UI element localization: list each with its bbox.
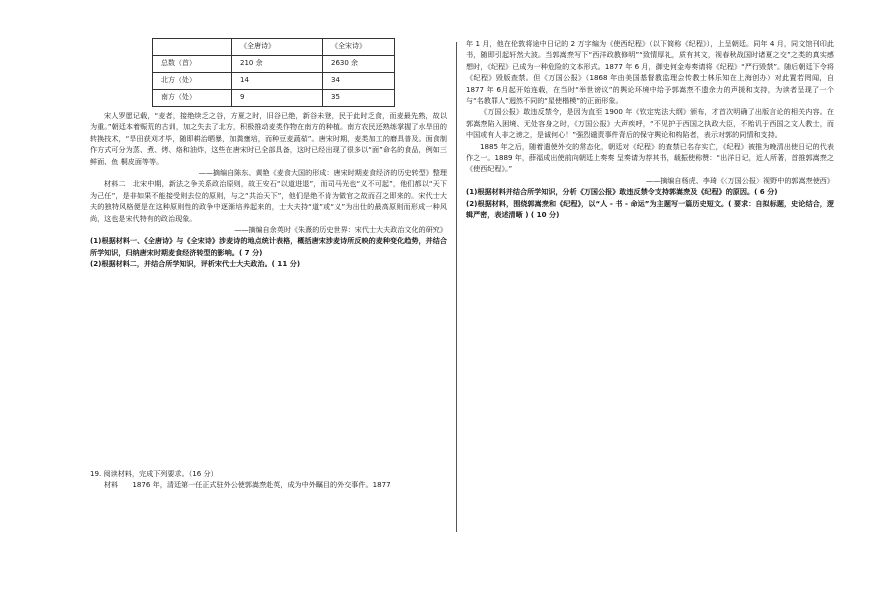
table-cell: 2630 余 — [323, 56, 395, 73]
table-cell: 《全宋诗》 — [323, 39, 395, 56]
table-cell: 9 — [232, 90, 323, 107]
material-source: ——摘编自杨虎、李琦《〈万国公报〉视野中的郭嵩焘使西》 — [646, 175, 834, 185]
poem-statistics-table — [152, 38, 395, 107]
material-two-paragraph: 材料二 北宋中期，新法之争关系政治原则，故王安石“以道进退”，而司马光也“义不可起”，他们都以“天下为己任”，是非如果不能接受则去位的原则，与之“共治天下”，他们是绝不肯为做官之故而召之即来的。宋代士大夫的独特风格便是在这种原则性的政争中逐渐培养起来的，士大夫持“道”或“义”为出仕的最高原则而形成一种风尚，这也是宋代特有的政治现象。 — [90, 179, 447, 223]
table-cell: 北方（处） — [153, 73, 232, 90]
table-cell: 南方（处） — [153, 90, 232, 107]
table-cell: 总数（首） — [153, 56, 232, 73]
material-paragraph-1: 年 1 月，他在伦敦将途中日记的 2 万字编为《使西纪程》（以下简称《纪程》），上呈朝廷。同年 4 月，同文馆刊印此书，随即引起轩然大波。当郭嵩焘写下“西洋政教修明”“致情厚礼，质有其文，视春秋战国时诸夏之交”之类的真实感想时，《纪程》已成为一种危险的文本形式。1877 年 6 月，御史何金寿奏请将《纪程》“严行毁禁”。随后朝廷下令将《纪程》毁版查禁。但《万国公报》（1868 年由美国基督教监理会传教士林乐知在上海创办）对此置若罔闻，自 1877 年 6月起开始连载，在当时“举世谤议”的舆论环境中给予郭嵩焘不遗余力的声援和支持，为读者呈现了一个与“名教罪人”迥然不同的“星使楷模”的正面形象。 — [466, 39, 834, 106]
material-two-source: ——摘编自余英时《朱熹的历史世界：宋代士大夫政治文化的研究》 — [234, 225, 447, 235]
left-column — [90, 38, 447, 491]
material-one-source: ——摘编自陈东、黄艳《麦食大国的形成：唐宋时期麦食经济的历史转型》整理 — [198, 168, 447, 178]
table-row — [153, 56, 395, 73]
material-one-paragraph: 宋人罗愿记载，“麦者，接绝续乏之谷，方夏之时，旧谷已绝，新谷未登，民于此时乏食，而麦最先熟，故以为重。”朝廷本着赈荒的古训，加之失去了北方，积极推动麦类作物在南方的种植。南方农民还熟练掌握了水旱田的转换技术，“旱田获刈才毕，随即耕治晒暴，加粪壅培，而种豆麦蔬茹”。唐宋时期，麦类加工的磨具普及。面食制作方式可分为蒸、煮、烤、烙和油炸，这些在唐宋时已全部具备，这时已经出现了很多以“面”命名的食品，例如三鲜面、鱼 桐皮面等等。 — [90, 111, 447, 166]
column-divider — [456, 42, 457, 532]
right-column — [466, 38, 834, 221]
material-paragraph-3: 1885 年之后，随着遣使外交的常态化，朝廷对《纪程》的查禁已名存实亡，《纪程》被推为晚清出使日记的代表作之一。1889 年，薛福成出使前向朝廷上奏奏 呈奏请为荐其书，载振使称赞：“出洋日记，近人所著，首推郭嵩焘之《使西纪程》。” — [466, 141, 834, 174]
table-cell: 14 — [232, 73, 323, 90]
table-cell: 35 — [323, 90, 395, 107]
table-cell: 210 余 — [232, 56, 323, 73]
table-row — [153, 39, 395, 56]
question-19-material: 材料 1876 年，清廷第一任正式驻外公使郭嵩焘赴英，成为中外瞩目的外交事件。1877 — [104, 480, 391, 490]
table-row — [153, 73, 395, 90]
question-19-2: (2)根据材料，围绕郭嵩焘和《纪程》，以“人 - 书 - 命运”为主题写一篇历史短文。( 要求：自拟标题，史论结合，逻辑严密，表述清晰 ) ( 10 分) — [466, 198, 834, 220]
question-1: (1)根据材料一、《全唐诗》与《全宋诗》涉麦诗的地点统计表格，概括唐宋涉麦诗所反映的麦种变化趋势，并结合所学知识，归纳唐宋时期麦食经济转型的影响。( 7 分) — [90, 236, 447, 257]
table-cell — [153, 39, 232, 56]
question-19-1: (1)根据材料并结合所学知识，分析《万国公报》敢违反禁令支持郭嵩焘及《纪程》的原因。( 6 分) — [466, 187, 778, 197]
question-2: (2)根据材料二，并结合所学知识，评析宋代士大夫政治。( 11 分) — [90, 259, 301, 269]
table-row — [153, 90, 395, 107]
material-paragraph-2: 《万国公报》敢违反禁令，是因为直至 1900 年《钦定宪法大纲》颁布，才首次明确了出版言论的相关内容。在郭嵩焘陷入困境、无处容身之时，《万国公报》大声疾呼，“不见护于西国之执政大臣，不贻讥于西国之文人教士，而中国或有人非之谤之，是诚何心！”强烈谴责事件背后的保守舆论和构陷者，表示对郭的同情和支持。 — [466, 107, 834, 140]
table-cell: 《全唐诗》 — [232, 39, 323, 56]
table-cell: 34 — [323, 73, 395, 90]
question-19-heading: 19. 阅读材料，完成下列要求。（16 分） — [90, 468, 218, 478]
answer-space — [90, 270, 447, 468]
